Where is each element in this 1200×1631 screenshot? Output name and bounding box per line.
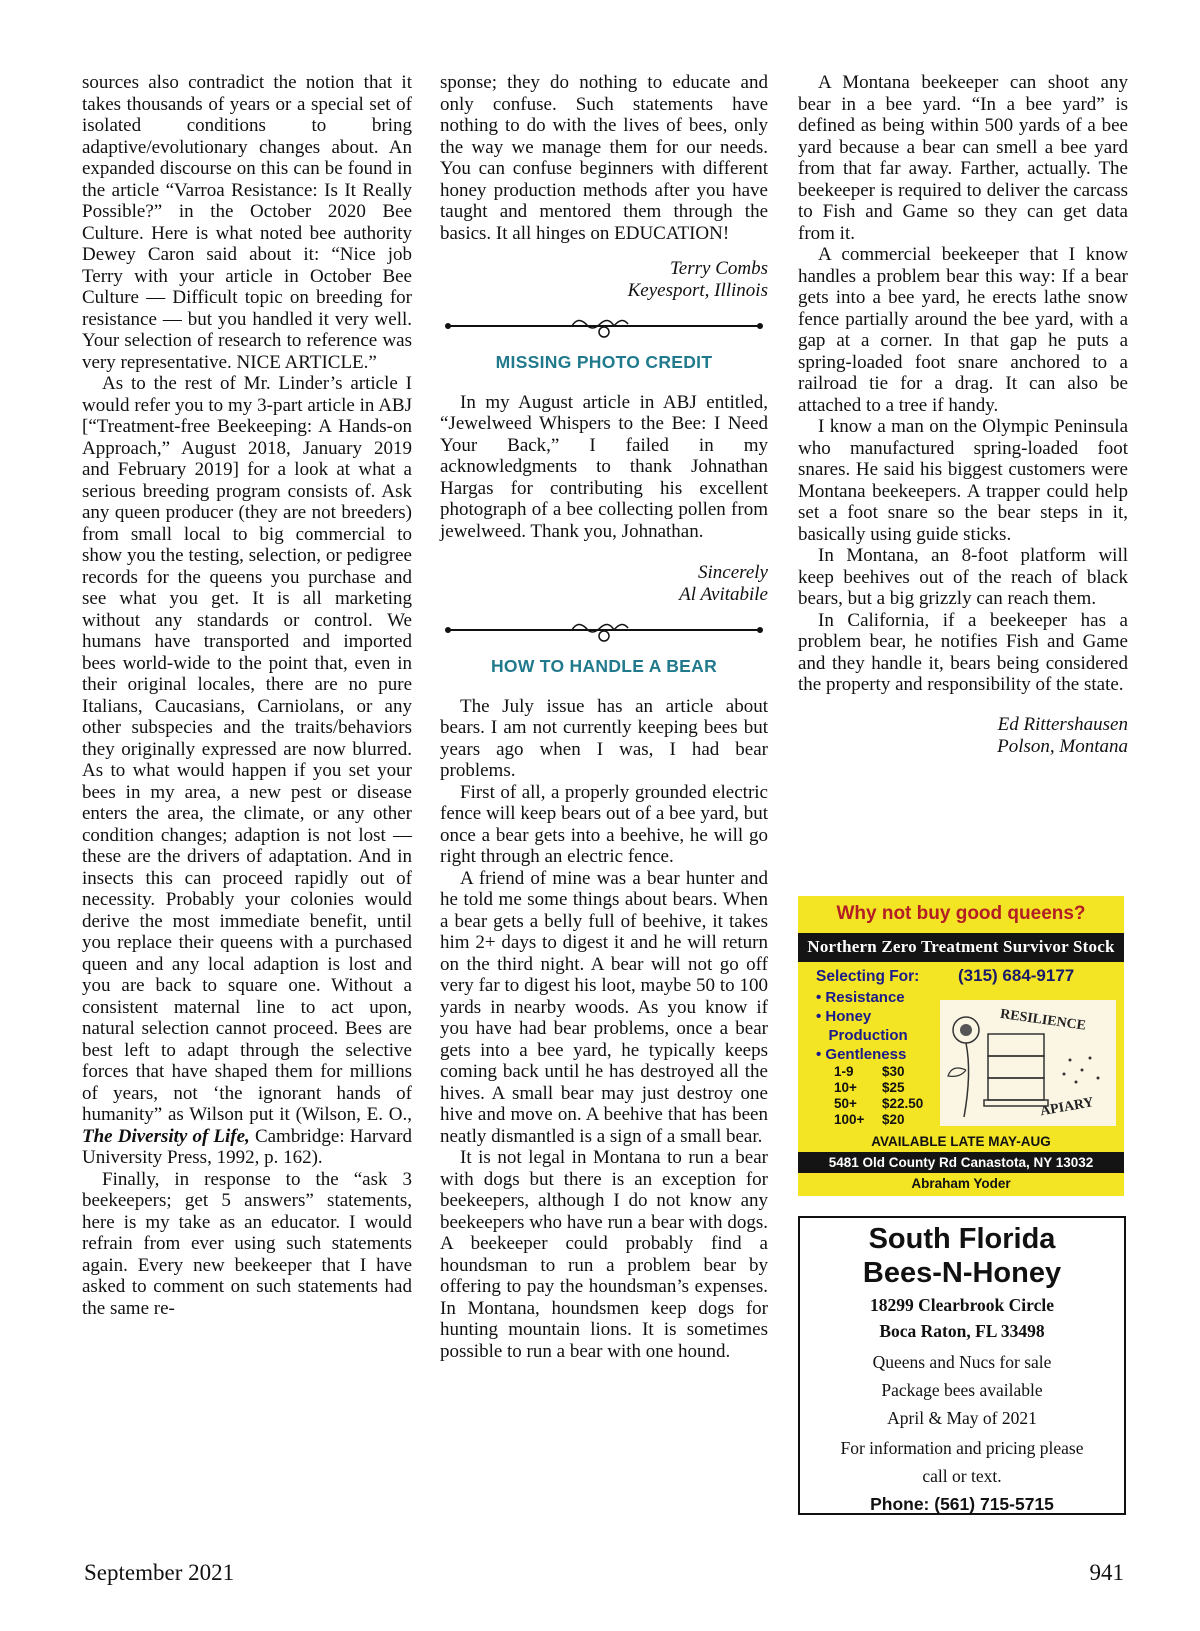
signature bbox=[440, 258, 768, 302]
price-row: 10+ $25 bbox=[834, 1080, 905, 1095]
paragraph: In Montana, an 8-foot platform will keep beehives out of the reach of black bears, but a big grizzly can reach them. bbox=[798, 545, 1128, 609]
signature-closing: Sincerely bbox=[698, 562, 768, 583]
paragraph: As to the rest of Mr. Linder’s article I would refer you to my 3-part article in ABJ [“Treatment-free Beekeeping: A Hands-on Approach,” August 2018, January 2019 and February 2019] for a look at what a serious breeding program consists of. Ask any queen producer (they are not breeders) from small local to big commercial to show you the testing, selection, or pedigree records for the queens you purchase and see what you get. It is all marketing without any standards or control. We humans have transported and imported bees world-wide to the point that, even in their original locales, there are no pure Italians, Caucasians, Carniolans, or any other subspecies and the traits/behaviors they originally expressed are now blurred. As to what would happen if you set your bees in my area, a new pest or disease enters the area, the climate, or any other condition changes; adaption is not lost — these are the drivers of adaptation. And in insects this can proceed rapidly out of necessity. Probably your colonies would derive the most immediate benefit, until you replace their queens with a purchased queen and any local adaption is lost and you are back to square one. Without a consistent maternal line to act upon, natural selection cannot proceed. Bees are best left to adapt through the selective forces that have shaped them for millions of years, not ‘the ignorant hands of humanity” as Wilson put it (Wilson, E. O., The Diversity of Life, Cambridge: Harvard University Press, 1992, p. 162). bbox=[82, 373, 412, 1168]
signature-name: Terry Combs bbox=[669, 258, 768, 279]
ad-price-table bbox=[834, 1064, 930, 1128]
list-item: • Honey bbox=[816, 1007, 908, 1026]
ad-phone: (315) 684-9177 bbox=[958, 966, 1075, 985]
ad-availability: AVAILABLE LATE MAY-AUG bbox=[871, 1134, 1051, 1149]
ad-stock-banner: Northern Zero Treatment Survivor Stock bbox=[798, 933, 1124, 962]
ad-line: For information and pricing please bbox=[840, 1438, 1084, 1458]
paragraph: First of all, a properly grounded electric fence will keep bears out of a bee yard, but once a bear gets into a beehive, he will go right through an electric fence. bbox=[440, 781, 768, 867]
advertisement-queens bbox=[798, 896, 1124, 1196]
ad-line: Package bees available bbox=[881, 1380, 1043, 1400]
resilience-apiary-logo bbox=[940, 1000, 1116, 1126]
ad-address: 5481 Old County Rd Canastota, NY 13032 bbox=[798, 1152, 1124, 1173]
article-column-1 bbox=[82, 72, 412, 1319]
ad-selecting-label: Selecting For: bbox=[816, 968, 920, 985]
paragraph: In my August article in ABJ entitled, “Jewelweed Whispers to the Bee: I Need Your Back,” I failed in my acknowledgments to thank Johnathan Hargas for contributing his excellent photograph of a bee collecting pollen from jewelweed. Thank you, Johnathan. bbox=[440, 391, 768, 542]
ad-tagline: Why not buy good queens? bbox=[836, 903, 1086, 924]
paragraph: I know a man on the Olympic Peninsula who manufactured spring-loaded foot snares. He said his biggest customers were Montana beekeepers. A trapper could help set a foot snare so the bear steps in it, basically using guide sticks. bbox=[798, 416, 1128, 545]
article-column-2 bbox=[440, 72, 768, 1362]
logo-text-top: RESILIENCE bbox=[999, 1006, 1087, 1034]
paragraph: The July issue has an article about bears. I am not currently keeping bees but years ago when I was, I had bear problems. bbox=[440, 695, 768, 781]
signature-place: Keyesport, Illinois bbox=[627, 280, 768, 301]
signature-name: Al Avitabile bbox=[679, 584, 768, 605]
page-number: 941 bbox=[1089, 1560, 1124, 1585]
advertisement-bees-n-honey bbox=[798, 1216, 1126, 1515]
footer-date: September 2021 bbox=[84, 1560, 235, 1585]
sunflower-icon bbox=[948, 1017, 979, 1117]
paragraph: Finally, in response to the “ask 3 beekeepers; get 5 answers” statements, here is my take as an educator. I would refrain from ever using such statements again. Every new beekeeper that I have asked to comment on such statements had the same re- bbox=[82, 1168, 412, 1319]
list-item: • Resistance bbox=[816, 988, 908, 1007]
list-item: Production bbox=[828, 1027, 908, 1044]
price-row: 50+ $22.50 bbox=[834, 1096, 924, 1111]
signature-place: Polson, Montana bbox=[997, 735, 1128, 757]
logo-text-bottom: APIARY bbox=[1039, 1095, 1095, 1120]
ad-line: Queens and Nucs for sale bbox=[872, 1352, 1052, 1372]
ad-trait-list bbox=[816, 988, 908, 1064]
ad-address: 18299 Clearbrook Circle Boca Raton, FL 33498 bbox=[869, 1295, 1055, 1341]
section-heading-missing-photo-credit: MISSING PHOTO CREDIT bbox=[495, 352, 713, 372]
paragraph: A Montana beekeeper can shoot any bear in a bee yard. “In a bee yard” is defined as being within 500 yards of a bee yard because a bear can smell a bee yard from that far away. Farther, actually. The beekeeper is required to deliver the carcass to Fish and Game so they can get data from it. bbox=[798, 72, 1128, 244]
list-item: • Gentleness bbox=[816, 1045, 908, 1064]
paragraph: It is not legal in Montana to run a bear with dogs but there is an exception for beekeepers, although I do not know any beekeepers who have run a bear with dogs. A beekeeper could probably find a houndsman to run a problem bear by offering to pay the houndsman’s expenses. In Montana, houndsmen keep dogs for hunting mountain lions. It is sometimes possible to run a bear with one hound. bbox=[440, 1147, 768, 1362]
price-row: 1-9 $30 bbox=[834, 1064, 905, 1079]
signature-name: Ed Rittershausen bbox=[997, 713, 1128, 735]
ad-line: call or text. bbox=[922, 1466, 1002, 1486]
ad-owner: Abraham Yoder bbox=[911, 1176, 1011, 1191]
book-title: The Diversity of Life, bbox=[82, 1125, 250, 1147]
paragraph: sources also contradict the notion that it takes thousands of years or a special set of isolated conditions to bring adaptive/evolutionary changes about. An expanded discourse on this can be found in the article “Varroa Resistance: Is It Really Possible?” in the October 2020 Bee Culture. Here is what noted bee authority Dewey Caron said about it: “Nice job Terry with your article in October Bee Culture — Difficult topic on breeding for resistance — but you handled it very well. Your selection of research to reference was very representative. NICE ARTICLE.” bbox=[82, 72, 412, 373]
paragraph: sponse; they do nothing to educate and only confuse. Such statements have nothing to do with the lives of bees, only the way we manage them for our needs. You can confuse beginners with different honey production methods after you have taught and mentored them through the basics. It all hinges on EDUCATION! bbox=[440, 72, 768, 244]
signature bbox=[440, 562, 768, 606]
paragraph: In California, if a beekeeper has a problem bear, he notifies Fish and Game and they handle it, bears being considered the property and responsibility of the state. bbox=[798, 609, 1128, 695]
ornamental-divider bbox=[440, 312, 768, 338]
article-column-3 bbox=[798, 72, 1128, 758]
beehive-icon bbox=[984, 1034, 1048, 1106]
paragraph: A commercial beekeeper that I know handles a problem bear this way: If a bear gets into a bee yard, he erects lathe snow fence partially around the bee yard, with a gap at a corner. In that gap he puts a spring-loaded foot snare anchored to a railroad tie for a drag. It can also be attached to a tree if handy. bbox=[798, 244, 1128, 416]
price-row: 100+ $20 bbox=[834, 1112, 905, 1127]
ad-phone: Phone: (561) 715-5715 bbox=[870, 1494, 1054, 1514]
signature bbox=[798, 714, 1128, 758]
ad-line: April & May of 2021 bbox=[887, 1408, 1037, 1428]
ornamental-divider bbox=[440, 616, 768, 642]
ad-title: South Florida Bees-N-Honey bbox=[862, 1223, 1062, 1289]
section-heading-how-to-handle-a-bear: HOW TO HANDLE A BEAR bbox=[490, 656, 718, 676]
paragraph: A friend of mine was a bear hunter and he told me some things about bears. When a bear gets a belly full of beehive, it takes him 2+ days to digest it and he will return on the third night. A bear will not go off very far to digest his loot, maybe 50 to 100 yards in nearby woods. As you know if you have had bear problems, once a bear gets into a bee yard, he typically keeps coming back until he has destroyed all the hives. A small bear may just destroy one hive and move on. A beehive that has been neatly dismantled is a sign of a small bear. bbox=[440, 867, 768, 1147]
bees-icon bbox=[1063, 1057, 1100, 1084]
